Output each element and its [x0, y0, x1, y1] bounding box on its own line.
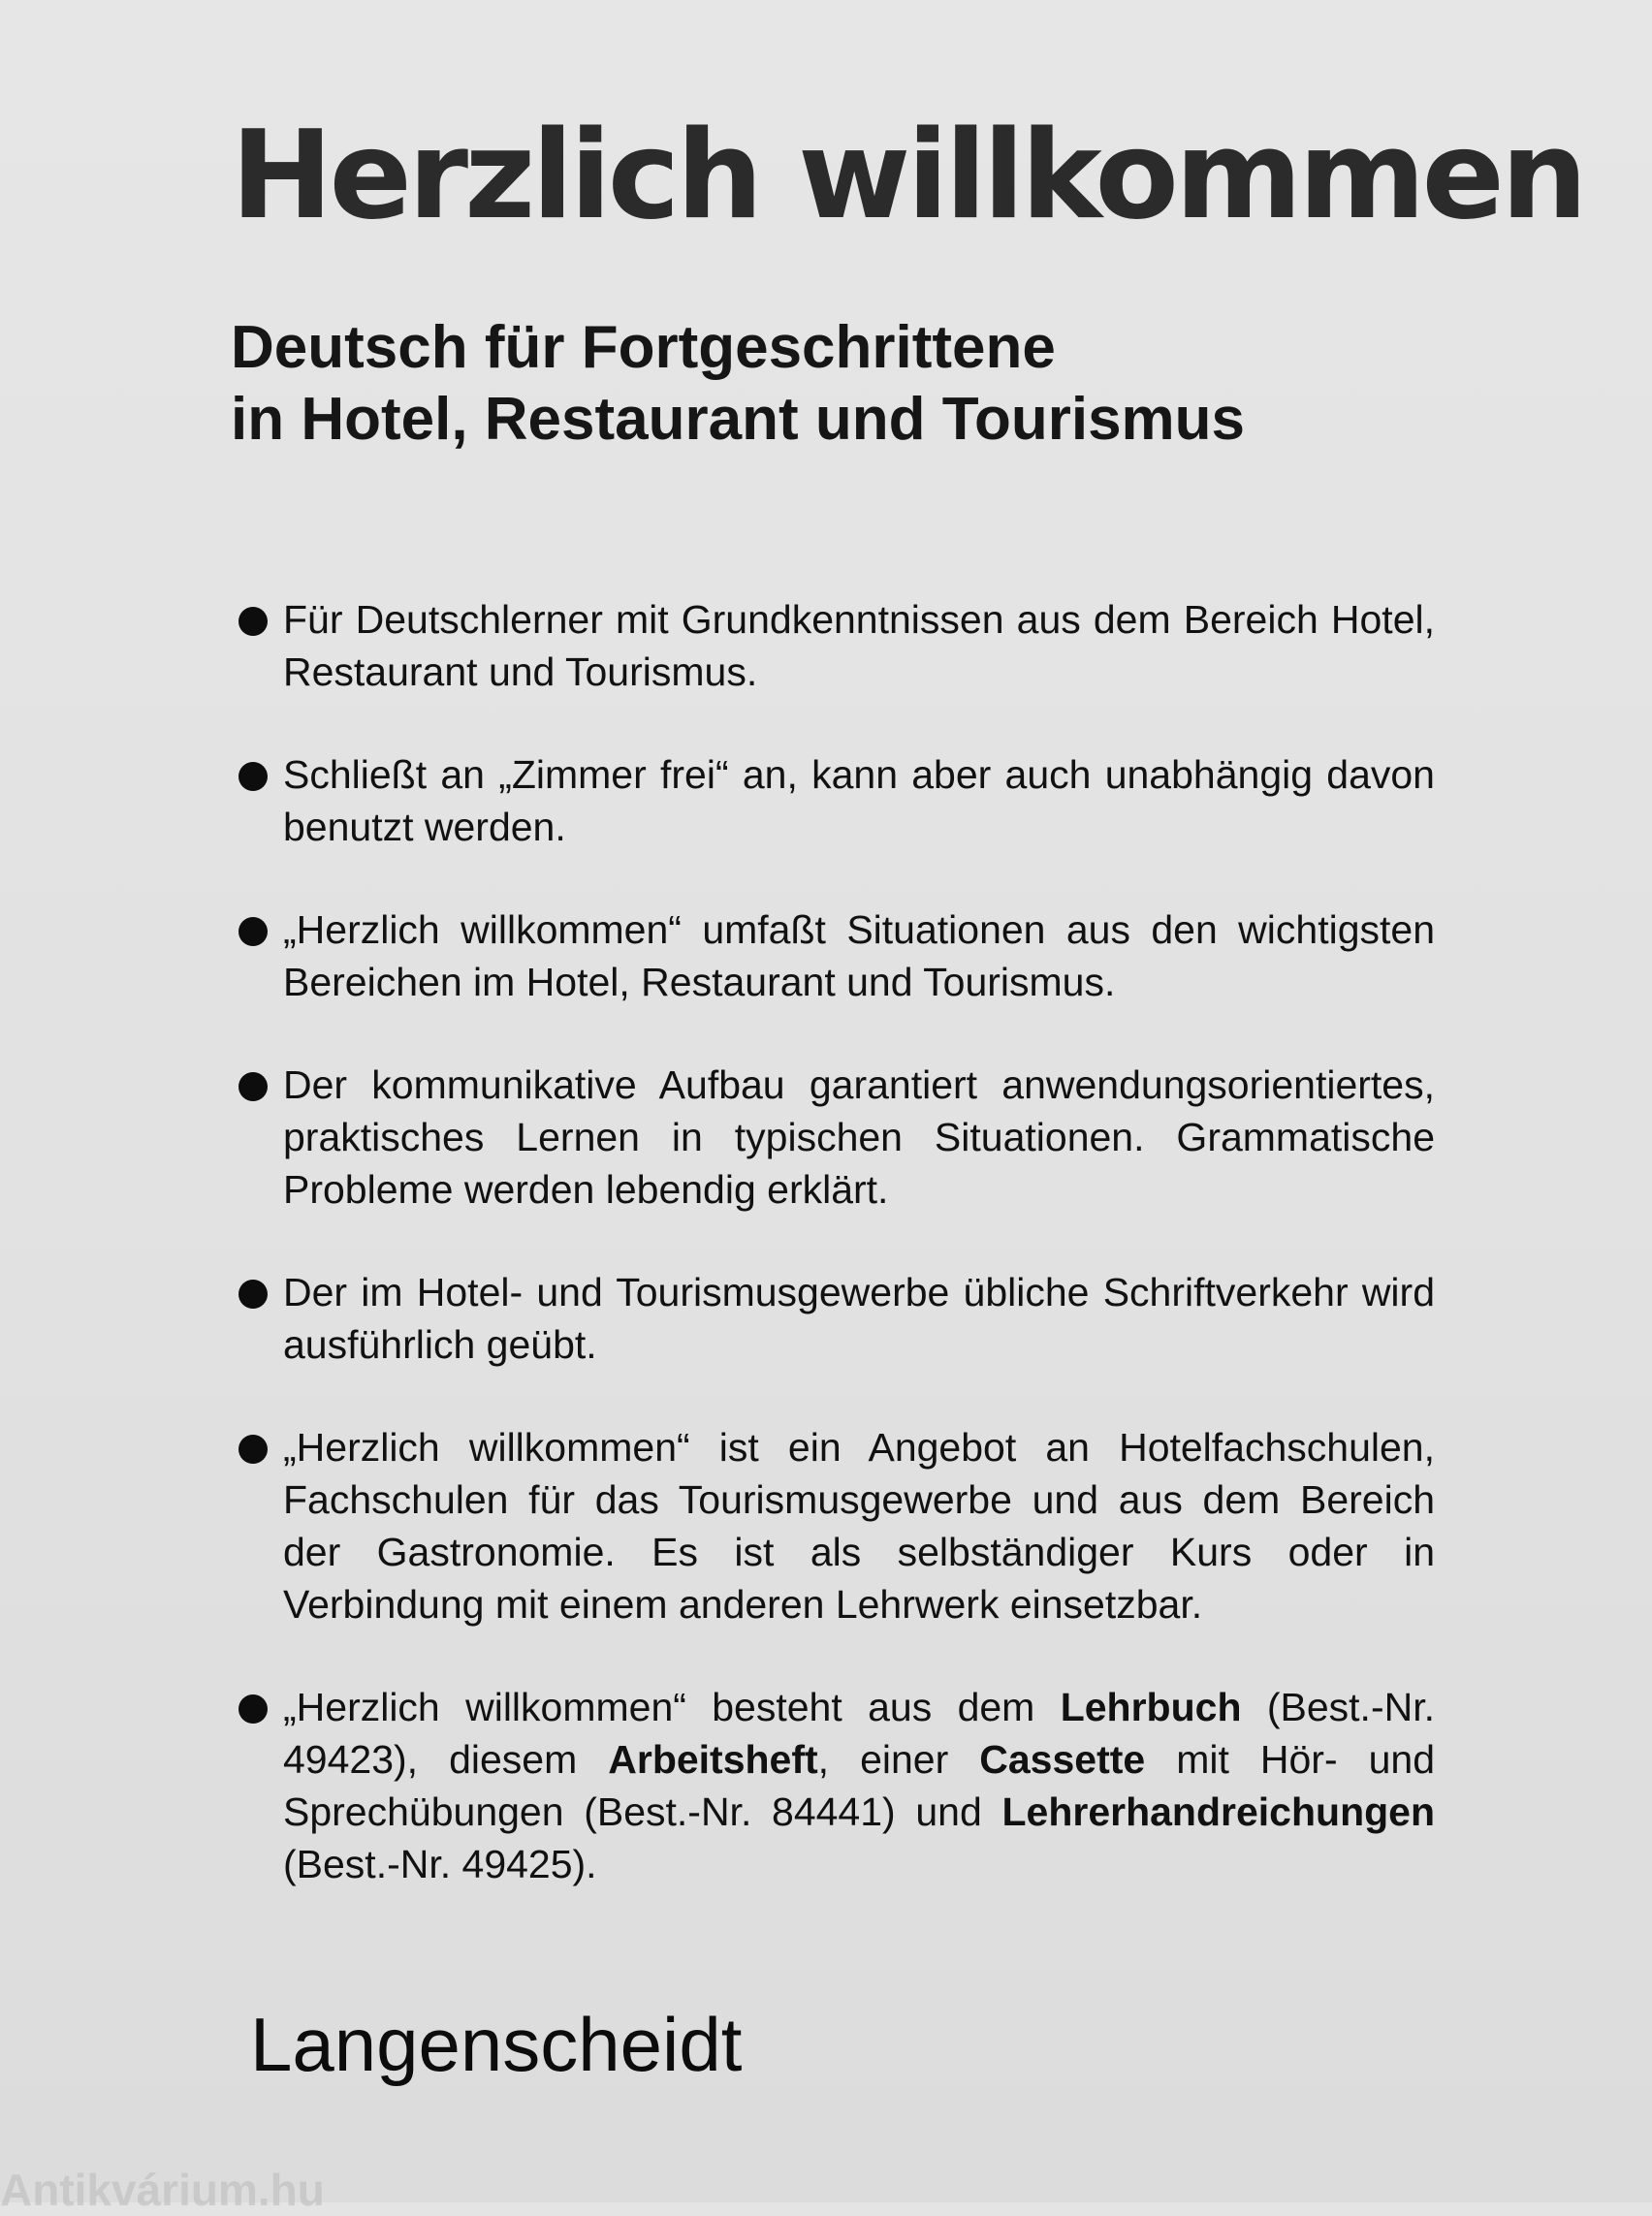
feature-item — [233, 748, 1435, 853]
feature-text-part: (Best.-Nr. 49425). — [283, 1842, 597, 1886]
product-arbeitsheft: Arbeitsheft — [608, 1737, 818, 1782]
bullet-dot-icon — [238, 762, 268, 791]
bullet-dot-icon — [238, 1280, 268, 1309]
book-title: Herzlich willkommen — [231, 104, 1584, 246]
publisher-name: Langenscheidt — [250, 2002, 743, 2087]
feature-text: Schließt an „Zimmer frei“ an, kann aber auch unabhängig davon benutzt werden. — [283, 752, 1435, 849]
feature-text: Für Deutschlerner mit Grundkenntnissen aus dem Bereich Hotel, Restaurant und Tourismus. — [283, 597, 1435, 694]
bullet-dot-icon — [238, 1694, 268, 1724]
feature-text: „Herzlich willkommen“ umfaßt Situationen aus den wichtigsten Bereichen im Hotel, Restaurant und Tourismus. — [283, 907, 1435, 1004]
product-lehrbuch: Lehrbuch — [1060, 1685, 1242, 1729]
bullet-dot-icon — [238, 1072, 268, 1101]
feature-text-part: „Herzlich willkommen“ besteht aus dem — [283, 1685, 1061, 1729]
feature-text-part: (Best.-Nr. 49423), diesem — [283, 1685, 1435, 1782]
feature-text: Der im Hotel- und Tourismusgewerbe übliche Schriftverkehr wird ausführlich geübt. — [283, 1270, 1435, 1367]
feature-item-components — [233, 1681, 1435, 1890]
feature-item — [233, 1059, 1435, 1216]
feature-text-part: mit Hör- und Sprechübungen (Best.-Nr. 84441) und — [283, 1737, 1436, 1834]
product-cassette: Cassette — [979, 1737, 1146, 1782]
feature-text: Der kommunikative Aufbau garantiert anwendungsorientiertes, praktisches Lernen in typischen Situationen. Grammatische Probleme werden lebendig erklärt. — [283, 1062, 1435, 1212]
feature-list — [233, 593, 1435, 1941]
feature-item — [233, 903, 1435, 1008]
bullet-dot-icon — [238, 1435, 268, 1464]
bullet-dot-icon — [238, 917, 268, 946]
book-subtitle — [231, 312, 1245, 456]
feature-item — [233, 593, 1435, 698]
feature-text-part: , einer — [817, 1737, 980, 1782]
feature-item — [233, 1266, 1435, 1371]
watermark: Antikvárium.hu — [0, 2165, 325, 2215]
subtitle-line-2: in Hotel, Restaurant und Tourismus — [231, 386, 1246, 453]
feature-item — [233, 1421, 1435, 1630]
feature-text: „Herzlich willkommen“ ist ein Angebot an Hotelfachschulen, Fachschulen für das Tourismusgewerbe und aus dem Bereich der Gastronomie. Es ist als selbständiger Kurs oder in Verbindung mit einem anderen Lehrwerk einsetzbar. — [283, 1425, 1435, 1627]
product-lehrerhandreichungen: Lehrerhandreichungen — [1001, 1789, 1435, 1834]
subtitle-line-1: Deutsch für Fortgeschrittene — [231, 314, 1056, 381]
bullet-dot-icon — [238, 607, 268, 636]
